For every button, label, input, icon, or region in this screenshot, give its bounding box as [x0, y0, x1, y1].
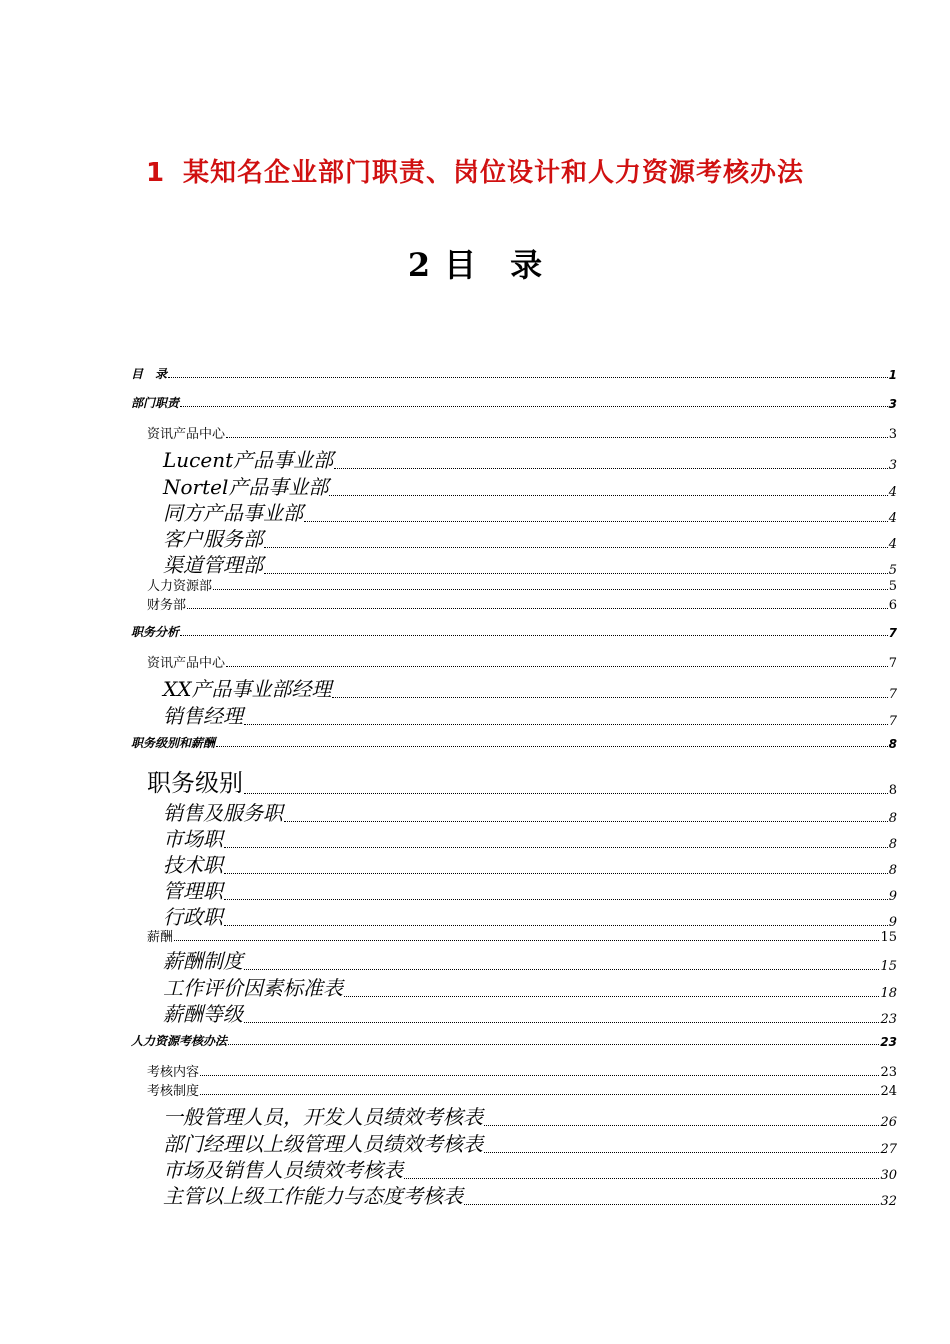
toc-entry[interactable]: [163, 673, 897, 702]
toc-entry-page-number: 27: [880, 1142, 897, 1157]
toc-entry[interactable]: [163, 849, 897, 878]
toc-dot-leader: [224, 899, 888, 900]
toc-entry[interactable]: [131, 394, 897, 411]
toc-entry[interactable]: [147, 1080, 897, 1099]
toc-entry[interactable]: [147, 926, 897, 945]
toc-dot-leader: [180, 406, 888, 407]
toc-entry-label: 技术职: [163, 853, 223, 877]
toc-entry-label: 销售及服务职: [163, 801, 283, 825]
toc-entry-page-number: 3: [888, 397, 897, 411]
toc-entry-label: 资讯产品中心: [147, 656, 226, 671]
toc-entry-page-number: 30: [880, 1168, 897, 1183]
toc-dot-leader: [329, 495, 887, 496]
toc-entry-page-number: 6: [888, 598, 897, 613]
toc-entry-label: 薪酬: [147, 930, 174, 945]
toc-entry-page-number: 8: [888, 783, 897, 798]
toc-entry-label: 薪酬等级: [163, 1002, 243, 1026]
toc-dot-leader: [464, 1204, 879, 1205]
toc-entry[interactable]: [131, 365, 897, 382]
toc-dot-leader: [484, 1152, 879, 1153]
toc-entry[interactable]: [163, 1128, 897, 1157]
toc-entry[interactable]: [131, 1032, 897, 1049]
toc-entry[interactable]: [163, 1180, 897, 1209]
toc-entry-label: 财务部: [147, 598, 187, 613]
toc-entry-page-number: 9: [888, 889, 897, 904]
toc-entry-label: 部门职责: [131, 396, 180, 410]
toc-entry-label: 考核内容: [147, 1065, 200, 1080]
toc-entry[interactable]: [163, 945, 897, 974]
toc-entry-label: 市场及销售人员绩效考核表: [163, 1158, 403, 1182]
toc-entry[interactable]: [147, 652, 897, 671]
toc-dot-leader: [200, 1094, 879, 1095]
toc-dot-leader: [187, 608, 888, 609]
toc-dot-leader: [264, 547, 888, 548]
toc-entry-label: 目 录: [131, 367, 168, 381]
toc-entry-page-number: 15: [880, 959, 897, 974]
toc-heading-char2: 录: [510, 246, 543, 284]
toc-entry-page-number: 7: [888, 626, 897, 640]
toc-entry-page-number: 24: [880, 1084, 897, 1099]
toc-entry-label: XX产品事业部经理: [163, 677, 332, 701]
toc-entry-page-number: 8: [888, 837, 897, 852]
toc-dot-leader: [200, 1075, 879, 1076]
toc-dot-leader: [264, 573, 888, 574]
toc-entry[interactable]: [163, 797, 897, 826]
toc-dot-leader: [228, 1044, 879, 1045]
toc-entry-page-number: 1: [888, 368, 897, 382]
title-number: 1: [145, 158, 166, 188]
title-text: 某知名企业部门职责、岗位设计和人力资源考核办法: [183, 158, 805, 188]
toc-dot-leader: [226, 666, 888, 667]
toc-entry[interactable]: [163, 998, 897, 1027]
toc-dot-leader: [244, 724, 888, 725]
toc-entry-label: 同方产品事业部: [163, 501, 303, 525]
toc-dot-leader: [174, 940, 879, 941]
toc-entry-page-number: 7: [888, 687, 897, 702]
toc-entry[interactable]: [163, 1154, 897, 1183]
toc-entry-label: 职务级别和薪酬: [131, 736, 216, 750]
toc-entry-page-number: 23: [880, 1035, 897, 1049]
toc-entry-page-number: 4: [888, 511, 897, 526]
toc-entry-page-number: 4: [888, 537, 897, 552]
toc-entry-page-number: 3: [888, 458, 897, 473]
toc-entry[interactable]: [163, 875, 897, 904]
toc-entry[interactable]: [163, 972, 897, 1001]
toc-entry-page-number: 8: [888, 863, 897, 878]
toc-entry[interactable]: [147, 763, 897, 798]
toc-entry-label: 客户服务部: [163, 527, 263, 551]
toc-dot-leader: [180, 635, 888, 636]
toc-entry-page-number: 8: [888, 811, 897, 826]
toc-entry[interactable]: [147, 575, 897, 594]
toc-heading-number: 2: [407, 246, 431, 284]
toc-entry-page-number: 9: [888, 915, 897, 930]
toc-entry-page-number: 23: [880, 1012, 897, 1027]
toc-entry[interactable]: [163, 523, 897, 552]
toc-dot-leader: [332, 697, 887, 698]
toc-dot-leader: [224, 873, 888, 874]
toc-entry-page-number: 8: [888, 737, 897, 751]
toc-dot-leader: [244, 969, 879, 970]
toc-entry[interactable]: [163, 471, 897, 500]
toc-dot-leader: [224, 847, 888, 848]
toc-dot-leader: [244, 1022, 879, 1023]
toc-entry-label: Nortel产品事业部: [163, 475, 329, 499]
toc-entry-label: 职务分析: [131, 625, 180, 639]
toc-entry[interactable]: [163, 444, 897, 473]
toc-entry-label: 行政职: [163, 905, 223, 929]
toc-entry-label: 主管以上级工作能力与态度考核表: [163, 1184, 463, 1208]
toc-entry-page-number: 32: [880, 1194, 897, 1209]
toc-entry-page-number: 5: [888, 579, 897, 594]
toc-dot-leader: [226, 437, 888, 438]
toc-dot-leader: [334, 468, 888, 469]
toc-dot-leader: [344, 996, 879, 997]
toc-entry[interactable]: [163, 497, 897, 526]
toc-entry-label: 人力资源部: [147, 579, 213, 594]
toc-entry-page-number: 5: [888, 563, 897, 578]
toc-entry-page-number: 3: [888, 427, 897, 442]
toc-entry[interactable]: [131, 734, 897, 751]
toc-entry-label: 销售经理: [163, 704, 243, 728]
toc-entry[interactable]: [131, 623, 897, 640]
toc-dot-leader: [244, 793, 888, 794]
toc-dot-leader: [168, 377, 888, 378]
toc-heading-char1: 目: [444, 246, 477, 284]
toc-entry[interactable]: [163, 1101, 897, 1130]
toc-entry[interactable]: [147, 594, 897, 613]
toc-entry-label: 资讯产品中心: [147, 427, 226, 442]
toc-entry-page-number: 26: [880, 1115, 897, 1130]
toc-entry[interactable]: [163, 700, 897, 729]
toc-entry-label: 管理职: [163, 879, 223, 903]
toc-entry-label: 职务级别: [147, 769, 243, 797]
toc-entry-page-number: 18: [880, 986, 897, 1001]
toc-dot-leader: [484, 1125, 879, 1126]
toc-entry-label: 市场职: [163, 827, 223, 851]
toc-entry-page-number: 23: [880, 1065, 897, 1080]
toc-dot-leader: [304, 521, 888, 522]
toc-entry-label: 人力资源考核办法: [131, 1034, 228, 1048]
toc-entry[interactable]: [163, 549, 897, 578]
toc-entry[interactable]: [147, 1061, 897, 1080]
toc-dot-leader: [216, 746, 888, 747]
toc-entry-label: 一般管理人员，开发人员绩效考核表: [163, 1105, 483, 1129]
toc-entry-page-number: 7: [888, 714, 897, 729]
toc-entry-label: 考核制度: [147, 1084, 200, 1099]
toc-dot-leader: [213, 589, 888, 590]
toc-entry-page-number: 15: [880, 930, 897, 945]
toc-dot-leader: [404, 1178, 879, 1179]
toc-entry-page-number: 4: [888, 485, 897, 500]
toc-entry[interactable]: [147, 423, 897, 442]
toc-entry-label: 渠道管理部: [163, 553, 263, 577]
toc-entry-page-number: 7: [888, 656, 897, 671]
toc-entry[interactable]: [163, 823, 897, 852]
toc-entry-label: 薪酬制度: [163, 949, 243, 973]
toc-entry-label: 部门经理以上级管理人员绩效考核表: [163, 1132, 483, 1156]
toc-entry-label: Lucent产品事业部: [163, 448, 334, 472]
toc-entry-label: 工作评价因素标准表: [163, 976, 343, 1000]
toc-dot-leader: [284, 821, 888, 822]
